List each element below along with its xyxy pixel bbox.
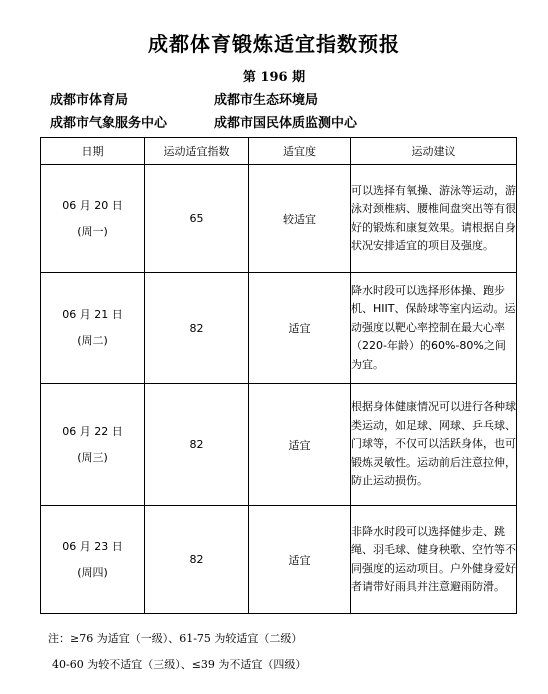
index-cell: 82 — [145, 384, 249, 506]
org-eco-environment-bureau: 成都市生态环境局 — [214, 93, 319, 108]
advice-cell: 根据身体健康情况可以进行各种球类运动，如足球、网球、乒乓球、门球等，不仅可以活跃身体，也可锻炼灵敏性。运动前后注意拉伸，防止运动损伤。 — [351, 384, 517, 506]
date-text: 06 月 21 日 — [62, 308, 123, 321]
suitability-cell: 较适宜 — [249, 165, 351, 273]
table-row — [41, 165, 517, 273]
index-cell: 82 — [145, 273, 249, 384]
advice-cell: 降水时段可以选择形体操、跑步机、HIIT、保龄球等室内运动。运动强度以靶心率控制在最大心率（220-年龄）的60%-80%之间为宜。 — [351, 273, 517, 384]
date-cell — [41, 384, 145, 506]
suitability-cell: 适宜 — [249, 273, 351, 384]
weekday-text: (周四) — [77, 565, 108, 579]
suitability-cell: 适宜 — [249, 384, 351, 506]
header-suitability: 适宜度 — [249, 138, 351, 165]
legend-note-line-2: 40-60 为较不适宜（三级）、≤39 为不适宜（四级） — [52, 658, 307, 671]
table-row — [41, 384, 517, 506]
org-sports-bureau: 成都市体育局 — [50, 93, 129, 108]
header-index: 运动适宜指数 — [145, 138, 249, 165]
weekday-text: (周二) — [77, 334, 108, 347]
date-text: 06 月 22 日 — [62, 424, 123, 438]
date-cell — [41, 165, 145, 273]
forecast-table — [40, 137, 517, 614]
suitability-cell: 适宜 — [249, 506, 351, 614]
legend-note-line-1: 注：≥76 为适宜（一级）、61-75 为较适宜（二级） — [48, 632, 303, 645]
index-cell: 82 — [145, 506, 249, 614]
index-cell: 65 — [145, 165, 249, 273]
advice-cell: 可以选择有氧操、游泳等运动，游泳对颈椎病、腰椎间盘突出等有很好的锻炼和康复效果。请根据自身状况安排适宜的项目及强度。 — [351, 165, 517, 273]
org-meteorological-service: 成都市气象服务中心 — [50, 116, 168, 131]
table-row — [41, 506, 517, 614]
date-text: 06 月 20 日 — [62, 198, 123, 212]
table-row — [41, 273, 517, 384]
date-text: 06 月 23 日 — [62, 539, 123, 553]
weekday-text: (周一) — [77, 224, 108, 238]
date-cell — [41, 506, 145, 614]
advice-cell: 非降水时段可以选择健步走、跳绳、羽毛球、健身秧歌、空竹等不同强度的运动项目。户外健身爱好者请带好雨具并注意避雨防滑。 — [351, 506, 517, 614]
weekday-text: (周三) — [77, 450, 108, 464]
page-title: 成都体育锻炼适宜指数预报 — [148, 32, 400, 56]
table-header-row — [41, 138, 517, 165]
issue-number: 第 196 期 — [242, 70, 306, 85]
header-advice: 运动建议 — [351, 138, 517, 165]
header-date: 日期 — [41, 138, 145, 165]
date-cell — [41, 273, 145, 384]
org-fitness-monitoring-center: 成都市国民体质监测中心 — [214, 116, 358, 131]
